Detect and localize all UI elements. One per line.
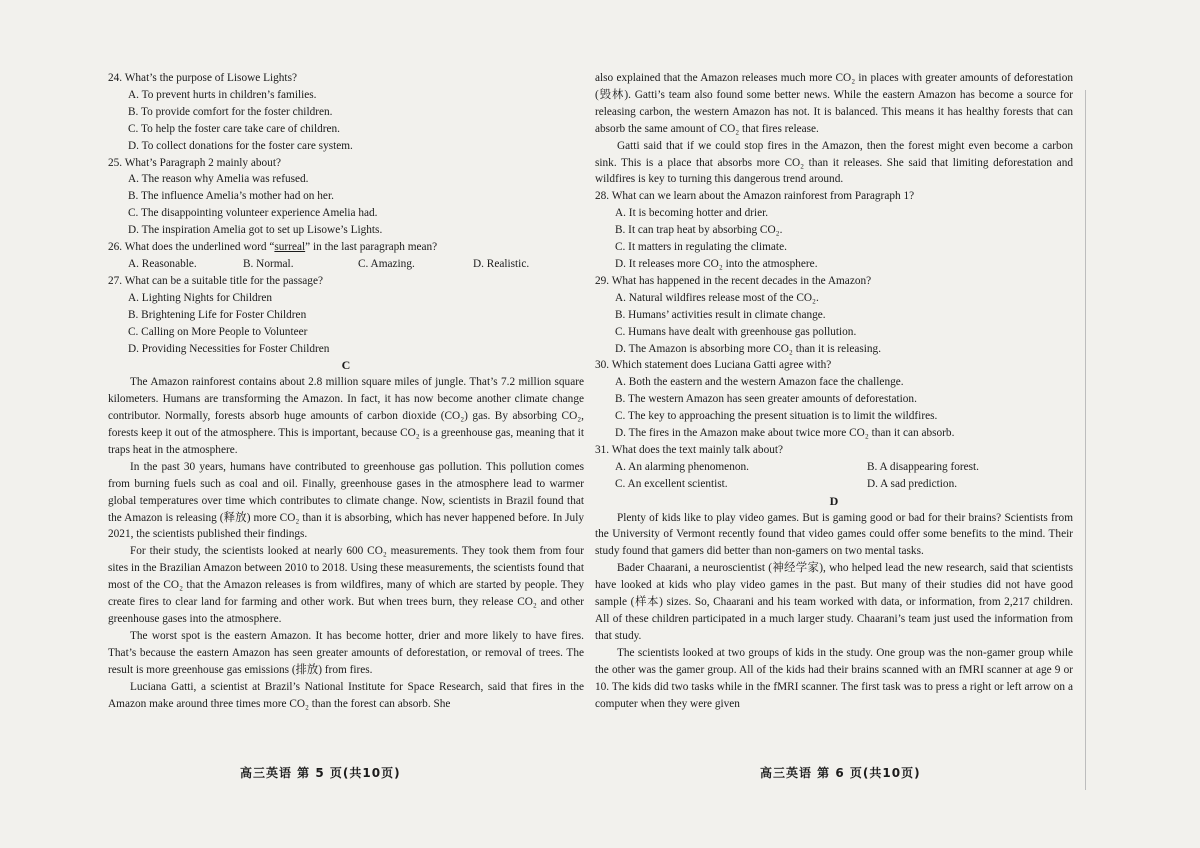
option: D. A sad prediction. [867, 477, 958, 490]
option: B. It can trap heat by absorbing CO₂. [615, 224, 783, 237]
question-26 [108, 239, 584, 256]
question-31: 31. What does the text mainly talk about? [595, 443, 784, 456]
option: A. It is becoming hotter and drier. [615, 207, 769, 220]
section-d-heading: D [829, 493, 839, 508]
question-26-prefix: 26. What does the underlined word “ [108, 241, 275, 254]
option: C. The key to approaching the present situation is to limit the wildfires. [615, 410, 938, 423]
option: A. To prevent hurts in children’s families. [128, 88, 317, 101]
passage-paragraph: For their study, the scientists looked at nearly 600 CO₂ measurements. They took them from four sites in the Brazilian Amazon between 2010 to 2018. Using these measurements, the scientists found that most of the CO₂ that the Amazon releases is from wildfires, many of which are started by people. They create fires to clear land for farming and other work. But when trees burn, they release CO₂ and other greenhouse gases into the atmosphere. [108, 545, 584, 625]
question-24: 24. What’s the purpose of Lisowe Lights? [108, 72, 297, 84]
section-c-heading: C [341, 358, 351, 373]
right-page-column [595, 70, 1073, 712]
option: D. To collect donations for the foster care system. [128, 139, 353, 152]
left-page-column [108, 70, 584, 712]
question-26-word: surreal [274, 241, 306, 254]
option: D. Providing Necessities for Foster Children [128, 342, 330, 355]
page-footer-left: 高三英语 第 5 页(共10页) [240, 766, 401, 780]
option: A. Lighting Nights for Children [128, 291, 273, 304]
passage-paragraph: The Amazon rainforest contains about 2.8 million square miles of jungle. That’s 7.2 million square kilometers. Humans are transforming the Amazon. In fact, it has now become another climate change contributor. Normally, forests absorb huge amounts of carbon dioxide (CO₂) gas. By absorbing CO₂, forests keep it out of the atmosphere. This is important, because CO₂ is a greenhouse gas, meaning that it traps heat in the atmosphere. [108, 376, 584, 456]
option: D. The Amazon is absorbing more CO₂ than it is releasing. [615, 342, 882, 355]
passage-paragraph: The worst spot is the eastern Amazon. It has become hotter, drier and more likely to have fires. That’s because the eastern Amazon has seen greater amounts of deforestation, or removal of trees. The result is more greenhouse gas emissions (排放) from fires. [108, 629, 584, 676]
question-25: 25. What’s Paragraph 2 mainly about? [108, 156, 281, 169]
option: C. It matters in regulating the climate. [615, 241, 787, 254]
option: C. An excellent scientist. [615, 477, 728, 490]
page-footer-right: 高三英语 第 6 页(共10页) [760, 766, 921, 780]
question-31-options-row [595, 459, 1073, 476]
passage-paragraph: Luciana Gatti, a scientist at Brazil’s National Institute for Space Research, said that fires in the Amazon make around three times more CO₂ than the forest can absorb. She [108, 680, 584, 710]
option: B. To provide comfort for the foster children. [128, 105, 333, 118]
option: D. It releases more CO₂ into the atmosphere. [615, 257, 818, 270]
option: A. Natural wildfires release most of the CO₂. [615, 291, 819, 304]
option: D. Realistic. [473, 257, 530, 270]
question-31-options-row [595, 476, 1073, 493]
question-30: 30. Which statement does Luciana Gatti agree with? [595, 359, 832, 372]
option: B. Normal. [243, 257, 294, 270]
option: C. The disappointing volunteer experience Amelia had. [128, 207, 378, 220]
question-26-options [108, 256, 584, 273]
option: B. Humans’ activities result in climate change. [615, 308, 826, 321]
option: A. The reason why Amelia was refused. [128, 173, 309, 186]
passage-paragraph: Gatti said that if we could stop fires in the Amazon, then the forest might even become a carbon sink. This is a place that absorbs more CO₂ than it releases. She said that limiting deforestation and wildfires is key to turning this dangerous trend around. [595, 139, 1073, 186]
option: B. A disappearing forest. [867, 460, 980, 473]
question-28: 28. What can we learn about the Amazon rainforest from Paragraph 1? [595, 190, 915, 203]
passage-paragraph: The scientists looked at two groups of kids in the study. One group was the non-gamer group while the other was the gamer group. All of the kids had their brains scanned with an fMRI scanner at age 9 or 10. The kids did two tasks while in the fMRI scanner. The first task was to press a right or left arrow on a computer when they were given [595, 646, 1073, 710]
passage-paragraph: Bader Chaarani, a neuroscientist (神经学家), who helped lead the new research, said that scientists have looked at kids who play video games in the past. But many of their studies did not have good sample (样本) sizes. So, Chaarani and his team worked with data, or information, from 2,217 children. All of these children participated in a much larger study. Chaarani’s team just used the information from that study. [595, 562, 1073, 642]
option: C. Humans have dealt with greenhouse gas pollution. [615, 325, 857, 338]
option: D. The fires in the Amazon make about twice more CO₂ than it can absorb. [615, 427, 955, 440]
page-edge-rule [1085, 90, 1086, 790]
option: A. An alarming phenomenon. [615, 460, 749, 473]
option: B. The western Amazon has seen greater amounts of deforestation. [615, 393, 917, 406]
option: B. Brightening Life for Foster Children [128, 308, 307, 321]
option: A. Reasonable. [128, 257, 197, 270]
option: D. The inspiration Amelia got to set up Lisowe’s Lights. [128, 224, 383, 237]
passage-paragraph: Plenty of kids like to play video games. But is gaming good or bad for their brains? Scientists from the University of Vermont recently found that video games could offer some benefits to the mind. Their study found that gamers did better than non-gamers on two mental tasks. [595, 511, 1073, 558]
option: C. To help the foster care take care of children. [128, 122, 340, 135]
option: A. Both the eastern and the western Amazon face the challenge. [615, 376, 904, 389]
question-29: 29. What has happened in the recent decades in the Amazon? [595, 274, 872, 287]
passage-paragraph: also explained that the Amazon releases much more CO₂ in places with greater amounts of deforestation (毁林). Gatti’s team also found some better news. While the eastern Amazon has become a source for releasing carbon, the western Amazon has not. It is balanced. This means it has healthy forests that can absorb the same amount of CO₂ that fires release. [595, 72, 1073, 135]
option: B. The influence Amelia’s mother had on her. [128, 190, 334, 203]
option: C. Amazing. [358, 257, 415, 270]
question-27: 27. What can be a suitable title for the passage? [108, 274, 323, 287]
passage-paragraph: In the past 30 years, humans have contributed to greenhouse gas pollution. This pollution comes from burning fuels such as coal and oil. Finally, greenhouse gases in the atmosphere lead to warmer global temperatures over time which contributes to climate change. Now, scientists in Brazil found that the Amazon is releasing (释放) more CO₂ than it is absorbing, which has never happened before. In July 2021, the scientists published their findings. [108, 460, 584, 541]
option: C. Calling on More People to Volunteer [128, 325, 308, 338]
question-26-suffix: ” in the last paragraph mean? [305, 241, 438, 254]
